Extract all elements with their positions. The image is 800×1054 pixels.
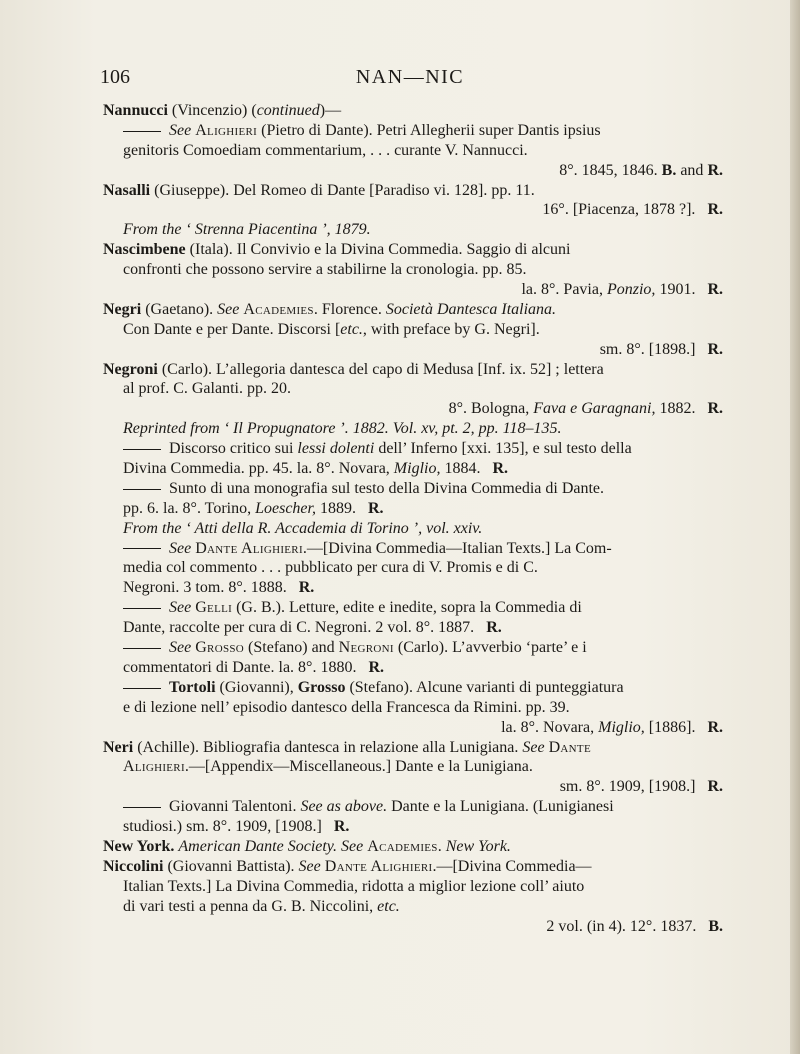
text-run: (Itala). Il Convivio e la Divina Commedia. Saggio di alcuni <box>185 241 571 259</box>
page-header <box>100 66 720 92</box>
text-run: .—[Appendix—Miscellaneous.] Dante e la Lunigiana. <box>184 758 533 776</box>
entry-line <box>103 678 723 698</box>
entry-line <box>103 220 723 240</box>
text-run: 16°. [Piacenza, 1878 ?]. <box>542 201 696 219</box>
text-run: Sunto di una monografia sul testo della Divina Commedia di Dante. <box>169 479 605 497</box>
text-run: Discorso critico sui <box>169 440 298 458</box>
text-run: Società Dantesca Italiana. <box>385 300 557 318</box>
entry-line <box>103 499 723 519</box>
text-run: Nasalli <box>103 181 151 199</box>
text-run: lessi dolenti <box>297 440 375 458</box>
text-run: (Giovanni), <box>215 678 298 696</box>
entry-line <box>103 638 723 658</box>
text-run: See <box>169 121 192 139</box>
text-run: Loescher, <box>255 499 316 517</box>
text-run: (Achille). Bibliografia dantesca in relazione alla Lunigiana. <box>133 738 523 756</box>
text-run: di vari testi a penna da G. B. Niccolini, <box>123 897 378 915</box>
text-run: 2 vol. (in 4). 12°. 1837. <box>546 917 697 935</box>
text-run: Divina Commedia. pp. 45. la. 8°. Novara, <box>123 460 394 478</box>
entry-line <box>103 897 723 917</box>
text-run: Dante e la Lunigiana. (Lunigianesi <box>387 798 614 816</box>
text-run: (Stefano). Alcune varianti di punteggiatura <box>345 678 624 696</box>
imprint-line <box>103 777 723 797</box>
text-run: studiosi.) sm. 8°. 1909, [1908.] <box>123 818 322 836</box>
text-run: pp. 6. la. 8°. Torino, <box>123 499 256 517</box>
text-run: Fava e Garagnani, <box>533 400 656 418</box>
library-code: R. <box>298 579 315 597</box>
entry-line <box>103 379 723 399</box>
text-run: Dante, raccolte per cura di C. Negroni. 2 vol. 8°. 1887. <box>123 619 475 637</box>
entry-line <box>103 757 723 777</box>
text-run: , with preface by G. Negri]. <box>362 320 540 338</box>
text-run: etc. <box>340 320 363 338</box>
ditto-dash <box>123 131 161 132</box>
entry-line <box>103 877 723 897</box>
text-run: From the ‘ Strenna Piacentina ’, 1879. <box>123 221 371 239</box>
text-run: dell’ Inferno [xxi. 135], e sul testo della <box>374 440 632 458</box>
text-run: See <box>169 539 192 557</box>
text-run: Negroni <box>338 639 394 657</box>
text-run: )— <box>319 102 342 119</box>
text-run: e di lezione nell’ episodio dantesco della Francesca da Rimini. pp. 39. <box>123 698 570 716</box>
library-code: R. <box>707 201 723 219</box>
entry-heading-line <box>103 360 723 380</box>
text-run: See <box>169 639 192 657</box>
text-run: See <box>169 599 192 617</box>
text-run: Grosso <box>195 639 245 657</box>
entry-line <box>103 141 723 161</box>
text-run: la. 8°. Novara, <box>501 718 599 736</box>
ditto-dash <box>123 807 161 808</box>
library-code: R. <box>368 658 385 676</box>
text-run: etc. <box>377 897 400 915</box>
text-run: Niccolini <box>103 857 164 875</box>
running-head: NAN—NIC <box>355 66 465 88</box>
text-run: 8°. 1845, 1846. <box>559 161 662 179</box>
text-run: (Pietro di Dante). Petri Allegherii super Dantis ipsius <box>257 121 601 139</box>
entry-line <box>103 598 723 618</box>
text-run: (Giovanni Battista). <box>163 857 299 875</box>
text-run: Tortoli <box>169 678 216 696</box>
text-run: (Giuseppe). Del Romeo di Dante [Paradiso vi. 128]. pp. 11. <box>150 181 535 199</box>
text-run: 1889. <box>315 499 356 517</box>
text-run: See <box>217 300 240 318</box>
entry-line <box>103 618 723 638</box>
ditto-dash <box>123 688 161 689</box>
text-run: Grosso <box>297 678 346 696</box>
text-run: (Carlo). L’avverbio ‘parte’ e i <box>393 639 587 657</box>
ditto-dash <box>123 449 161 450</box>
text-run: Miglio, <box>598 718 645 736</box>
imprint-line <box>103 280 723 300</box>
text-run: (Carlo). L’allegoria dantesca del capo di Medusa [Inf. ix. 52] ; lettera <box>157 360 604 378</box>
text-run: (G. B.). Letture, edite e inedite, sopra la Commedia di <box>232 599 582 617</box>
library-code: R. <box>707 281 723 299</box>
text-run: Ponzio, <box>606 281 656 299</box>
entry-line <box>103 479 723 499</box>
entry-line <box>103 578 723 598</box>
text-run: Miglio, <box>393 460 441 478</box>
bibliography-entries <box>103 101 723 936</box>
entry-line <box>103 797 723 817</box>
text-run: New York. <box>103 837 175 855</box>
entry-heading-line <box>103 837 723 857</box>
library-code: B. <box>708 917 723 935</box>
library-code: R. <box>333 818 350 836</box>
text-run: genitoris Comoediam commentarium, . . . curante V. Nannucci. <box>123 141 528 159</box>
ditto-dash <box>123 648 161 649</box>
text-run: . <box>437 837 446 855</box>
entry-line <box>103 817 723 837</box>
text-run: confronti che possono servire a stabilirne la cronologia. pp. 85. <box>123 261 527 279</box>
ditto-dash <box>123 548 161 549</box>
entry-heading-line <box>103 300 723 320</box>
text-run: Dante Alighieri <box>324 857 433 875</box>
text-run: New York. <box>445 837 511 855</box>
text-run: 1884. <box>440 460 481 478</box>
text-run: (Vincenzio) ( <box>167 102 257 119</box>
library-code: R. <box>486 619 502 637</box>
text-run: al prof. C. Galanti. pp. 20. <box>123 380 291 398</box>
library-code: R. <box>707 400 723 418</box>
text-run: Alighieri <box>123 758 185 776</box>
text-run: Alighieri <box>195 121 258 139</box>
text-run: . Florence. <box>313 300 386 318</box>
text-run: Negroni. 3 tom. 8°. 1888. <box>123 579 287 597</box>
text-run: sm. 8°. 1909, [1908.] <box>559 778 696 796</box>
text-run: From the ‘ Atti della R. Accademia di Torino ’, vol. xxiv. <box>123 519 483 537</box>
text-run: commentatori di Dante. la. 8°. 1880. <box>123 658 357 676</box>
text-run: Neri <box>103 738 134 756</box>
entry-line <box>103 698 723 718</box>
entry-line <box>103 419 723 439</box>
text-run: (Gaetano). <box>141 300 218 318</box>
text-run: Academies <box>243 300 314 318</box>
text-run: American Dante Society. <box>178 837 338 855</box>
ditto-dash <box>123 489 161 490</box>
text-run: See <box>522 738 545 756</box>
text-run: Nannucci <box>103 102 168 119</box>
text-run: 1901. <box>655 281 696 299</box>
text-run: sm. 8°. [1898.] <box>599 340 696 358</box>
text-run: Giovanni Talentoni. <box>169 798 301 816</box>
text-run: la. 8°. Pavia, <box>521 281 607 299</box>
text-run: Reprinted from ‘ Il Propugnatore ’. 1882. Vol. xv, pt. 2, pp. 118–135. <box>123 420 562 438</box>
text-run: Italian Texts.] La Divina Commedia, ridotta a miglior lezione coll’ aiuto <box>123 877 585 895</box>
entry-heading-line <box>103 857 723 877</box>
imprint-line <box>103 399 723 419</box>
text-run: .—[Divina Commedia—Italian Texts.] La Com- <box>302 539 612 557</box>
text-run: 8°. Bologna, <box>448 400 534 418</box>
text-run: media col commento . . . pubblicato per cura di V. Promis e di C. <box>123 559 538 577</box>
text-run: R. <box>707 161 723 179</box>
entry-line <box>103 539 723 559</box>
text-run: (Stefano) and <box>244 639 339 657</box>
page-number: 106 <box>100 66 130 88</box>
entry-line <box>103 320 723 340</box>
entry-heading-line <box>103 101 723 121</box>
text-run: Dante Alighieri <box>195 539 303 557</box>
library-code: R. <box>707 340 723 358</box>
page-edge <box>790 0 800 1054</box>
ditto-dash <box>123 608 161 609</box>
text-run: Negri <box>103 300 142 318</box>
text-run: Con Dante e per Dante. Discorsi [ <box>123 320 341 338</box>
text-run: See <box>298 857 321 875</box>
text-run: See as above. <box>300 798 388 816</box>
library-code: R. <box>707 778 723 796</box>
library-code: R. <box>492 460 509 478</box>
library-code: R. <box>367 499 384 517</box>
text-run: Dante <box>548 738 591 756</box>
text-run: B. <box>661 161 677 179</box>
text-run: [1886]. <box>644 718 696 736</box>
text-run: Nascimbene <box>103 241 186 259</box>
entry-line <box>103 439 723 459</box>
entry-heading-line <box>103 240 723 260</box>
library-code: R. <box>707 718 723 736</box>
entry-line <box>103 260 723 280</box>
text-run: Negroni <box>103 360 158 378</box>
imprint-line <box>103 200 723 220</box>
text-run: .—[Divina Commedia— <box>432 857 592 875</box>
text-run: continued <box>256 102 320 119</box>
entry-line <box>103 558 723 578</box>
entry-line <box>103 121 723 141</box>
text-run: and <box>676 161 708 179</box>
imprint-line <box>103 917 723 937</box>
entry-line <box>103 519 723 539</box>
text-run: See <box>341 837 364 855</box>
imprint-line <box>103 340 723 360</box>
entry-heading-line <box>103 181 723 201</box>
text-run: Academies <box>367 837 438 855</box>
imprint-line <box>103 718 723 738</box>
text-run: 1882. <box>655 400 696 418</box>
entry-line <box>103 459 723 479</box>
text-run: Gelli <box>195 599 233 617</box>
imprint-line <box>103 161 723 181</box>
entry-heading-line <box>103 738 723 758</box>
entry-line <box>103 658 723 678</box>
